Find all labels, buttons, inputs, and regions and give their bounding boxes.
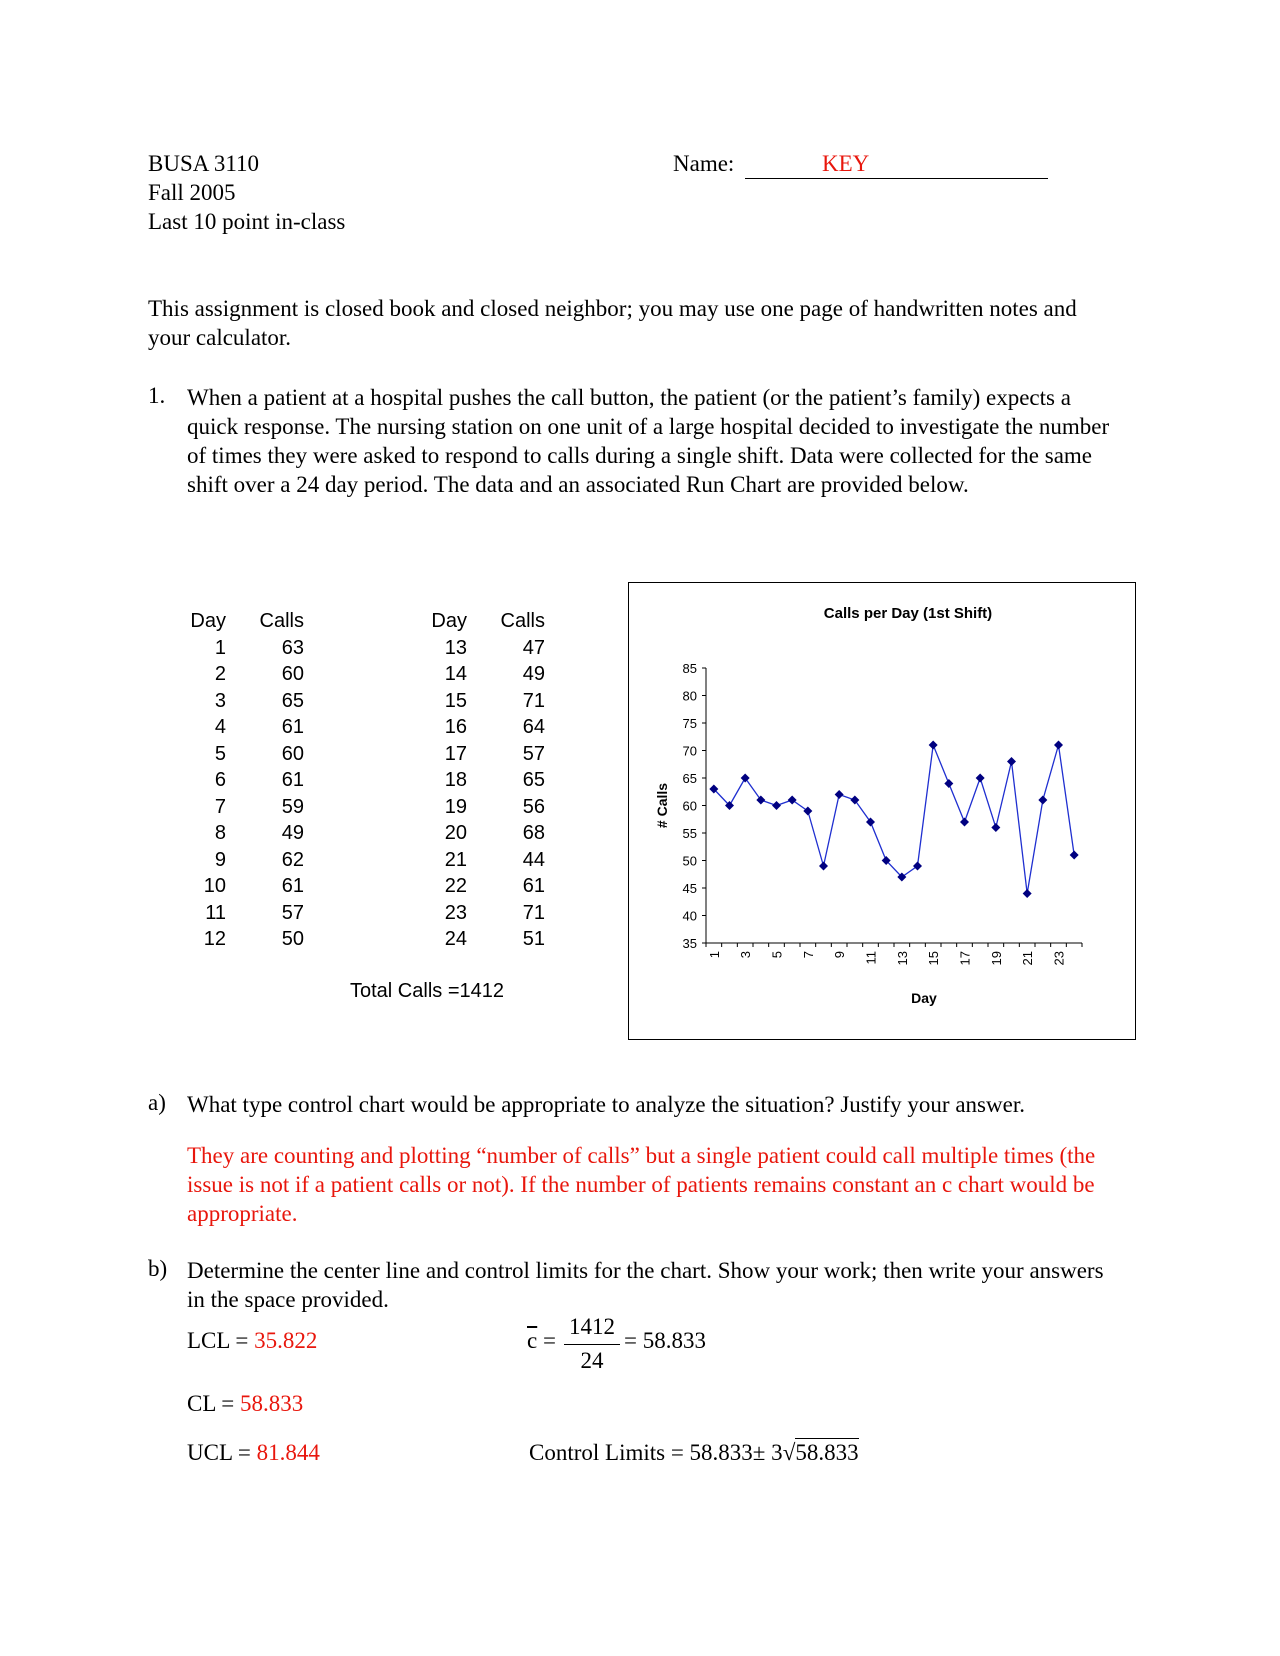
x-tick-label: 1 <box>706 951 722 959</box>
data-point <box>913 862 922 871</box>
day-cell: 24 <box>444 928 467 950</box>
table-row <box>405 900 545 927</box>
y-tick-label: 40 <box>682 908 697 924</box>
y-tick-label: 65 <box>682 771 697 786</box>
table-row <box>405 820 545 847</box>
chart-title: Calls per Day (1st Shift) <box>823 605 993 622</box>
day-cell: 6 <box>214 769 226 791</box>
part-a-question: What type control chart would be appropriate to analyze the situation? Justify your answer. <box>187 1092 1025 1117</box>
day-cell: 1 <box>214 636 226 659</box>
calls-cell: 68 <box>522 822 545 844</box>
name-value: KEY <box>822 151 870 176</box>
table-row <box>405 926 545 953</box>
run-chart-frame <box>628 582 1136 1040</box>
day-cell: 9 <box>214 848 226 871</box>
col-calls-header: Calls <box>259 610 304 632</box>
control-limits-label: Control Limits = 58.833± 3 <box>529 1440 783 1465</box>
calls-cell: 61 <box>522 875 545 897</box>
data-point <box>1054 741 1063 750</box>
table-row <box>164 635 304 662</box>
data-point <box>1023 889 1032 898</box>
calls-cell: 61 <box>281 769 304 791</box>
run-chart <box>629 583 1134 1038</box>
data-point <box>850 796 859 805</box>
lcl-label: LCL = <box>187 1328 255 1353</box>
x-tick-label: 5 <box>769 951 785 959</box>
data-point <box>929 741 938 750</box>
data-point <box>944 779 953 788</box>
data-point <box>741 774 750 783</box>
table-header <box>164 608 304 635</box>
question-text: When a patient at a hospital pushes the call button, the patient (or the patient’s family) expects a quick response. The nursing station on one unit of a large hospital decided to investigate the number of times they were asked to respond to calls during a single shift. Data were collected for the same shift over a 24 day period. The data and an associated Run Chart are provided below. <box>187 385 1110 497</box>
calls-cell: 64 <box>522 716 545 738</box>
x-axis-label: Day <box>911 990 937 1006</box>
part-a-answer: They are counting and plotting “number of calls” but a single patient could call multiple times (the issue is not if a patient calls or not). If the number of patients remains constant an c chart would be appropriate. <box>187 1143 1096 1226</box>
data-point <box>756 796 765 805</box>
data-point <box>835 790 844 799</box>
day-cell: 18 <box>444 769 467 791</box>
day-cell: 8 <box>214 822 226 844</box>
calls-cell: 44 <box>522 848 545 871</box>
day-cell: 11 <box>205 901 226 924</box>
intro-paragraph: This assignment is closed book and closed neighbor; you may use one page of handwritten notes and your calculator. <box>148 296 1077 350</box>
calls-cell: 61 <box>281 716 304 738</box>
table-row <box>164 714 304 741</box>
data-point <box>772 801 781 810</box>
ucl-label: UCL = <box>187 1440 257 1465</box>
data-table-right <box>405 608 545 953</box>
sqrt-value: 58.833 <box>795 1440 859 1465</box>
calls-cell: 71 <box>522 901 545 924</box>
day-cell: 22 <box>444 875 467 897</box>
day-cell: 14 <box>444 663 467 685</box>
day-cell: 12 <box>203 928 226 950</box>
data-point <box>803 807 812 816</box>
y-tick-label: 80 <box>682 688 697 704</box>
x-tick-label: 19 <box>988 951 1004 966</box>
table-row <box>164 873 304 900</box>
part-a-label: a) <box>148 1090 166 1115</box>
data-point <box>991 823 1000 832</box>
day-cell: 3 <box>214 689 226 712</box>
calls-cell: 60 <box>281 742 304 765</box>
y-tick-label: 35 <box>682 936 697 951</box>
table-row <box>164 767 304 794</box>
question-number: 1. <box>148 383 166 408</box>
table-row <box>405 847 545 874</box>
total-calls-value: 1412 <box>459 980 504 1002</box>
data-point <box>1007 757 1016 766</box>
cbar-result: = 58.833 <box>624 1328 706 1353</box>
calls-cell: 65 <box>281 689 304 712</box>
calls-cell: 49 <box>522 663 545 685</box>
day-cell: 15 <box>444 689 467 712</box>
data-table-left <box>164 608 304 953</box>
name-label: Name: <box>673 151 735 176</box>
total-calls-label: Total Calls = <box>350 980 460 1002</box>
y-tick-label: 85 <box>682 661 697 676</box>
table-row <box>164 688 304 715</box>
table-row <box>405 661 545 688</box>
y-axis-label: # Calls <box>654 782 670 829</box>
day-cell: 23 <box>444 901 467 924</box>
data-point <box>960 818 969 827</box>
x-tick-label: 23 <box>1051 951 1067 966</box>
calls-cell: 65 <box>522 769 545 791</box>
calls-cell: 57 <box>281 901 304 924</box>
table-row <box>164 847 304 874</box>
day-cell: 7 <box>214 795 226 818</box>
lcl-value: 35.822 <box>254 1328 318 1353</box>
day-cell: 4 <box>214 716 226 738</box>
day-cell: 19 <box>444 795 467 818</box>
data-point <box>866 818 875 827</box>
y-tick-label: 75 <box>682 716 697 731</box>
y-tick-label: 60 <box>682 798 697 814</box>
y-tick-label: 45 <box>682 881 697 896</box>
fraction-bar <box>564 1344 620 1345</box>
fraction-numerator: 1412 <box>569 1314 615 1339</box>
calls-cell: 60 <box>281 663 304 685</box>
data-point <box>1070 851 1079 860</box>
day-cell: 20 <box>444 822 467 844</box>
table-header <box>405 608 545 635</box>
cl-line <box>187 1391 303 1417</box>
course-code: BUSA 3110 <box>148 151 259 176</box>
sqrt-sign: √ <box>782 1440 796 1465</box>
calls-cell: 50 <box>281 928 304 950</box>
calls-cell: 57 <box>522 742 545 765</box>
day-cell: 17 <box>444 742 467 765</box>
control-limits-line <box>529 1440 859 1466</box>
col-day-header: Day <box>190 610 226 632</box>
data-point <box>1038 796 1047 805</box>
table-row <box>405 767 545 794</box>
assignment-subtitle: Last 10 point in-class <box>148 209 346 234</box>
data-point <box>976 774 985 783</box>
calls-cell: 51 <box>522 928 545 950</box>
col-calls-header: Calls <box>500 610 545 632</box>
data-point <box>788 796 797 805</box>
table-row <box>164 794 304 821</box>
part-b-question: Determine the center line and control limits for the chart. Show your work; then write your answers in the space provided. <box>187 1258 1104 1312</box>
total-calls <box>350 980 504 1003</box>
data-point <box>819 862 828 871</box>
table-row <box>405 688 545 715</box>
day-cell: 13 <box>444 636 467 659</box>
calls-cell: 59 <box>281 795 304 818</box>
day-cell: 10 <box>203 875 226 897</box>
x-tick-label: 9 <box>832 951 848 959</box>
calls-cell: 63 <box>281 636 304 659</box>
table-row <box>405 741 545 768</box>
table-row <box>405 794 545 821</box>
day-cell: 21 <box>444 848 467 871</box>
x-tick-label: 11 <box>863 951 879 965</box>
x-tick-label: 13 <box>894 951 910 966</box>
ucl-line <box>187 1440 320 1466</box>
day-cell: 2 <box>214 663 226 685</box>
name-underline <box>745 178 1048 179</box>
x-tick-label: 7 <box>800 951 816 959</box>
table-row <box>164 741 304 768</box>
ucl-value: 81.844 <box>256 1440 320 1465</box>
y-tick-label: 50 <box>682 853 697 869</box>
table-row <box>164 661 304 688</box>
term: Fall 2005 <box>148 180 236 205</box>
table-row <box>405 873 545 900</box>
calls-cell: 62 <box>281 848 304 871</box>
lcl-line <box>187 1328 317 1354</box>
calls-cell: 71 <box>522 689 545 712</box>
cl-value: 58.833 <box>240 1391 304 1416</box>
table-row <box>164 820 304 847</box>
calls-cell: 47 <box>522 636 545 659</box>
y-tick-label: 55 <box>682 826 697 841</box>
calls-cell: 49 <box>281 822 304 844</box>
fraction-denominator: 24 <box>580 1348 604 1373</box>
part-b-label: b) <box>148 1256 168 1281</box>
x-tick-label: 21 <box>1020 951 1036 966</box>
cbar-expression: $\overline{c}$ = <box>527 1328 556 1353</box>
calls-cell: 56 <box>522 795 545 818</box>
cbar-symbol: $\overline{c}$ <box>527 1328 538 1353</box>
day-cell: 5 <box>214 742 226 765</box>
series-line <box>714 745 1074 894</box>
calls-cell: 61 <box>281 875 304 897</box>
x-tick-label: 3 <box>738 951 754 959</box>
x-tick-label: 15 <box>926 951 942 966</box>
table-row <box>164 900 304 927</box>
y-tick-label: 70 <box>682 743 697 759</box>
col-day-header: Day <box>431 610 467 632</box>
day-cell: 16 <box>444 716 467 738</box>
table-row <box>164 926 304 953</box>
x-tick-label: 17 <box>957 951 973 966</box>
table-row <box>405 714 545 741</box>
cl-label: CL = <box>187 1391 241 1416</box>
table-row <box>405 635 545 662</box>
